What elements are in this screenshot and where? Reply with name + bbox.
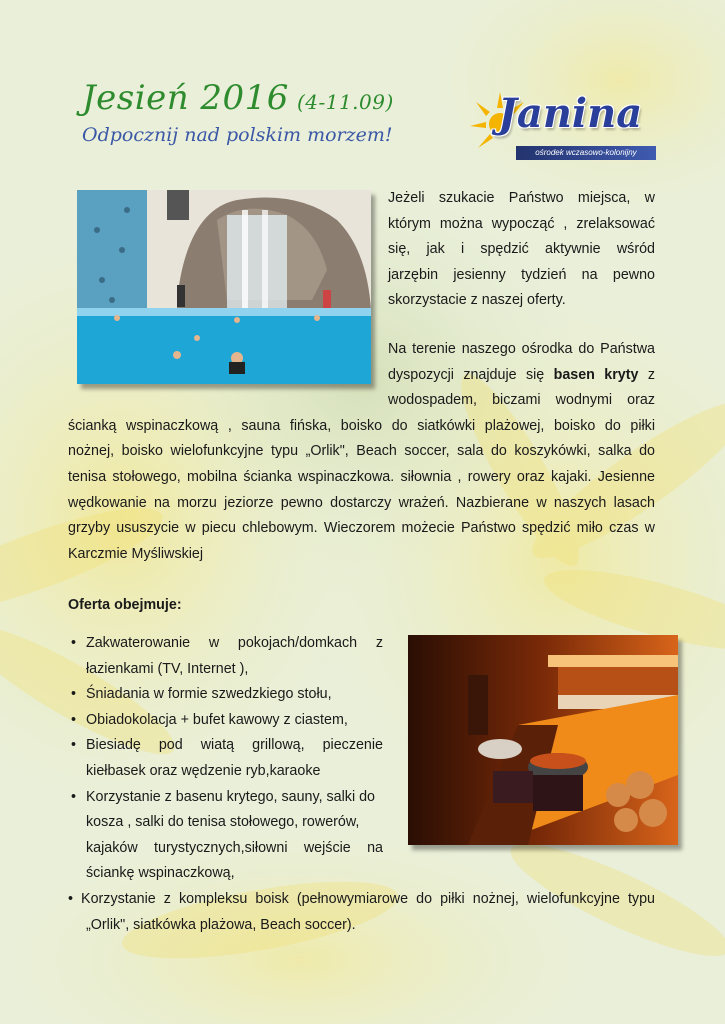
- bullet-icon: •: [71, 788, 77, 805]
- intro-p1-line5: skorzystacie z naszej oferty.: [388, 292, 566, 309]
- intro-p2-line1: Na terenie naszego ośrodka do Państwa: [388, 341, 655, 357]
- intro-p2-line3: wodospadem, biczami wodnymi oraz: [388, 392, 655, 409]
- list-item: • Obiadokolacja + bufet kawowy z ciastem,: [86, 708, 383, 734]
- title-dates: (4-11.09): [296, 90, 394, 114]
- intro-p2-bold: basen kryty: [553, 366, 639, 383]
- intro-p2-text: dyspozycji znajduje się: [388, 366, 554, 383]
- bullet-icon: •: [71, 686, 77, 703]
- offer-heading: Oferta obejmuje:: [68, 597, 182, 613]
- intro-full-line2: nożnej, boisko wielofunkcyjne typu „Orlik", Beach soccer, sala do koszykówki, salka do: [68, 443, 655, 460]
- intro-p1-line1: Jeżeli szukacie Państwo miejsca, w: [388, 190, 655, 206]
- intro-full-line6: Karczmie Myśliwskiej: [68, 545, 204, 562]
- pool-photo: [77, 190, 371, 384]
- list-item-cont: ściankę wspinaczkową,: [86, 865, 235, 882]
- intro-full-line4: wędkowanie na morzu jeziorze pewno dostarczy wrażeń. Nazbierane w naszych lasach: [68, 494, 655, 511]
- list-item-cont: łazienkami (TV, Internet ),: [86, 660, 249, 677]
- logo-name: Janina: [498, 90, 643, 137]
- intro-p1-line2: którym można wypocząć , zrelaksować: [388, 215, 655, 232]
- bullet-icon: •: [71, 737, 77, 754]
- intro-full-line1: ścianką wspinaczkową , sauna fińska, boisko do siatkówki plażowej, boisko do piłki: [68, 417, 655, 434]
- list-item: • Śniadania w formie szwedzkiego stołu,: [86, 682, 383, 708]
- intro-p2-text-after: z: [638, 366, 655, 383]
- title-text: Jesień 2016: [82, 78, 289, 118]
- list-item: • Zakwaterowanie w pokojach/domkach z: [86, 631, 383, 657]
- intro-full-line5: grzyby ususzycie w piecu chlebowym. Wieczorem możecie Państwo spędzić miło czas w: [68, 520, 655, 537]
- bullet-icon: •: [71, 711, 77, 728]
- bullet-icon: •: [71, 635, 77, 651]
- logo-tagline: ośrodek wczasowo-kolonijny: [516, 146, 656, 160]
- list-item-cont: kiełbasek oraz wędzenie ryb,karaoke: [86, 763, 321, 779]
- intro-p1-line4: jarzębin jesienny tydzień na pewno: [388, 266, 655, 283]
- page-subtitle: Odpocznij nad polskim morzem!: [82, 124, 393, 146]
- list-item-cont: kajaków turystycznych,siłowni wejście na: [86, 839, 383, 856]
- intro-p2-line2: [388, 363, 655, 389]
- list-item-cont: kosza , salki do tenisa stołowego, rowerów,: [86, 814, 360, 831]
- list-item: • Biesiadę pod wiatą grillową, pieczenie: [86, 733, 383, 759]
- list-item-wide: • Korzystanie z kompleksu boisk (pełnowymiarowe do piłki nożnej, wielofunkcyjne typu: [68, 891, 655, 907]
- page-title: [82, 78, 394, 118]
- intro-full-line3: tenisa stołowego, mobilna ścianka wspinaczkowa. siłownia , rowery oraz kajaki. Jesienne: [68, 469, 655, 485]
- list-item-wide-cont: „Orlik", siatkówka plażowa, Beach soccer).: [86, 916, 356, 933]
- buffet-photo: [408, 635, 678, 845]
- intro-p1-line3: się, jak i spędzić aktywnie wśród: [388, 241, 655, 258]
- logo: [468, 88, 658, 166]
- list-item: • Korzystanie z basenu krytego, sauny, salki do: [86, 785, 383, 811]
